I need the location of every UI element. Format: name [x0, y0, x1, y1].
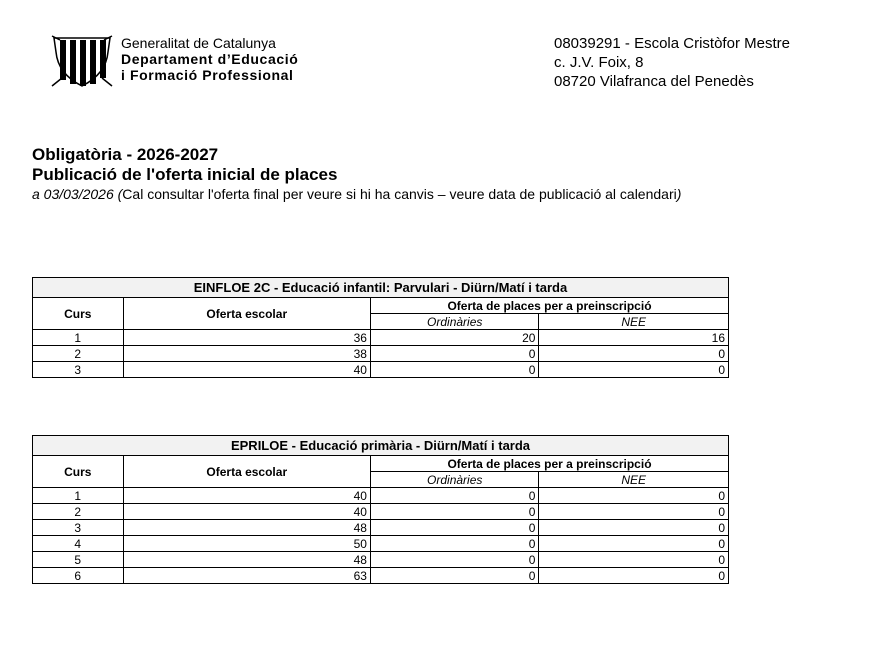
- cell-oferta: 38: [123, 346, 370, 362]
- cell-ordinaries: 0: [370, 346, 538, 362]
- org-line-3: i Formació Professional: [121, 67, 294, 83]
- col-header-oferta-places: Oferta de places per a preinscripció: [370, 298, 728, 314]
- title-line-2: Publicació de l'oferta inicial de places: [32, 165, 338, 184]
- cell-oferta: 63: [123, 568, 370, 584]
- publication-date: a 03/03/2026 (: [32, 186, 123, 202]
- cell-ordinaries: 0: [370, 536, 538, 552]
- cell-ordinaries: 0: [370, 504, 538, 520]
- cell-nee: 0: [539, 504, 729, 520]
- offer-table-infantil: [32, 277, 729, 378]
- cell-nee: 0: [539, 568, 729, 584]
- table-title: EPRILOE - Educació primària - Diürn/Matí i tarda: [33, 436, 729, 456]
- table-row: [33, 552, 729, 568]
- cell-curs: 3: [33, 362, 124, 378]
- table-row: [33, 346, 729, 362]
- cell-nee: 0: [539, 488, 729, 504]
- publication-note-text: Cal consultar l'oferta final per veure si hi ha canvis – veure data de publicació al calendari: [122, 186, 677, 202]
- col-header-nee: NEE: [539, 472, 729, 488]
- cell-nee: 0: [539, 520, 729, 536]
- cell-curs: 2: [33, 346, 124, 362]
- col-header-ordinaries: Ordinàries: [370, 472, 538, 488]
- col-header-ordinaries: Ordinàries: [370, 314, 538, 330]
- cell-ordinaries: 0: [370, 520, 538, 536]
- col-header-oferta-escolar: Oferta escolar: [123, 456, 370, 488]
- org-line-2: Departament d’Educació: [121, 51, 299, 67]
- cell-oferta: 40: [123, 504, 370, 520]
- col-header-curs: Curs: [33, 298, 124, 330]
- publication-note: [32, 185, 681, 203]
- cell-ordinaries: 0: [370, 552, 538, 568]
- table-title: EINFLOE 2C - Educació infantil: Parvulari - Diürn/Matí i tarda: [33, 278, 729, 298]
- school-line-3: 08720 Vilafranca del Penedès: [554, 73, 754, 90]
- document-title: [32, 145, 681, 203]
- cell-curs: 2: [33, 504, 124, 520]
- school-address: [554, 34, 790, 91]
- cell-curs: 4: [33, 536, 124, 552]
- offer-table-primaria: [32, 435, 729, 584]
- table-row: [33, 330, 729, 346]
- school-line-1: 08039291 - Escola Cristòfor Mestre: [554, 35, 790, 52]
- cell-oferta: 40: [123, 362, 370, 378]
- cell-ordinaries: 0: [370, 568, 538, 584]
- cell-oferta: 36: [123, 330, 370, 346]
- cell-oferta: 48: [123, 552, 370, 568]
- generalitat-logo: [50, 34, 114, 88]
- org-line-1: Generalitat de Catalunya: [121, 35, 276, 51]
- organization-name: [121, 35, 298, 83]
- cell-ordinaries: 20: [370, 330, 538, 346]
- cell-nee: 0: [539, 536, 729, 552]
- table-row: [33, 520, 729, 536]
- table-row: [33, 488, 729, 504]
- cell-curs: 5: [33, 552, 124, 568]
- cell-nee: 0: [539, 552, 729, 568]
- cell-oferta: 40: [123, 488, 370, 504]
- col-header-nee: NEE: [539, 314, 729, 330]
- cell-nee: 16: [539, 330, 729, 346]
- publication-note-close: ): [676, 186, 682, 202]
- cell-ordinaries: 0: [370, 488, 538, 504]
- table-row: [33, 568, 729, 584]
- cell-curs: 3: [33, 520, 124, 536]
- cell-curs: 1: [33, 488, 124, 504]
- cell-nee: 0: [539, 362, 729, 378]
- cell-oferta: 48: [123, 520, 370, 536]
- cell-ordinaries: 0: [370, 362, 538, 378]
- cell-oferta: 50: [123, 536, 370, 552]
- cell-curs: 1: [33, 330, 124, 346]
- col-header-oferta-escolar: Oferta escolar: [123, 298, 370, 330]
- col-header-oferta-places: Oferta de places per a preinscripció: [370, 456, 728, 472]
- cell-nee: 0: [539, 346, 729, 362]
- school-line-2: c. J.V. Foix, 8: [554, 54, 644, 71]
- cell-curs: 6: [33, 568, 124, 584]
- title-line-1: Obligatòria - 2026-2027: [32, 145, 219, 164]
- table-row: [33, 536, 729, 552]
- table-row: [33, 504, 729, 520]
- col-header-curs: Curs: [33, 456, 124, 488]
- table-row: [33, 362, 729, 378]
